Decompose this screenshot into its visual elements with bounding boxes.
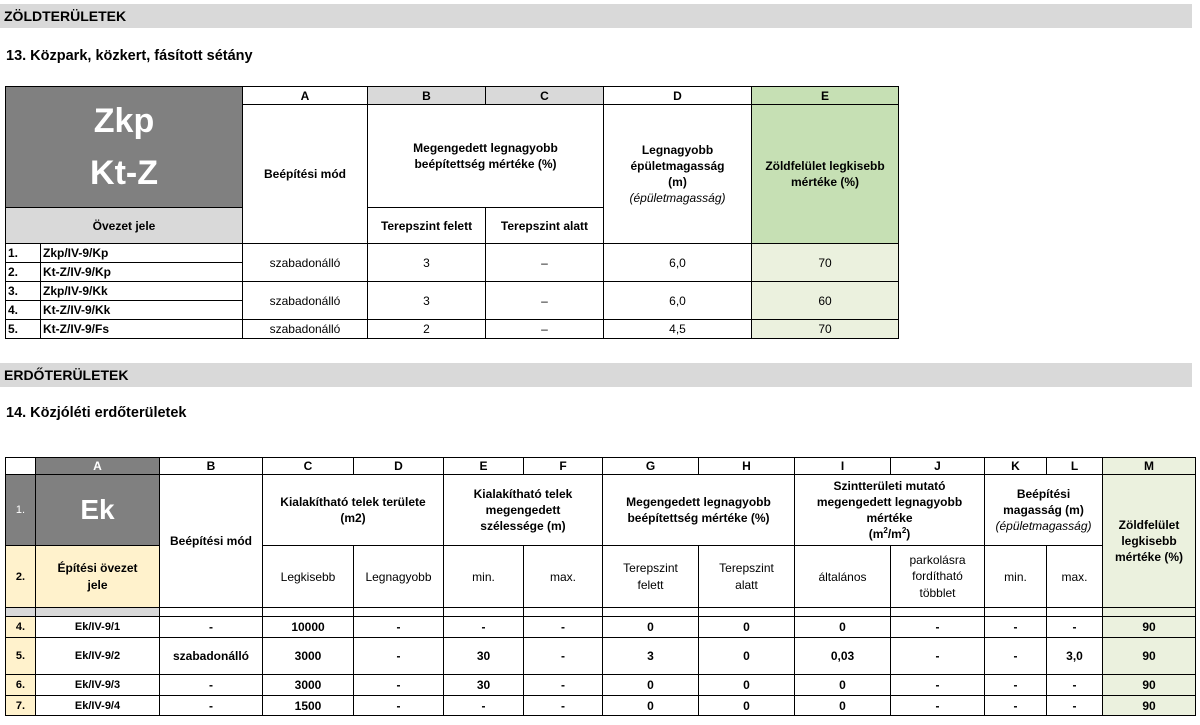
header-plot-area: Kialakítható telek területe (m2) <box>263 475 444 546</box>
col-letter-blank <box>6 458 36 475</box>
table-row <box>6 638 1196 675</box>
header-max-coverage: Megengedett legnagyobb beépítettség mértéke (%) <box>603 475 795 546</box>
cell-height: 6,0 <box>604 244 752 282</box>
section-heading-14: 14. Közjóléti erdőterületek <box>6 405 187 421</box>
cell-mode: - <box>160 617 263 638</box>
zone-code-cell: Zkp/IV-9/Kp <box>41 244 243 263</box>
header-above-ground: Terepszint felett <box>368 208 486 244</box>
header-max-height: max. <box>1047 546 1103 608</box>
header-plot-width: Kialakítható telek megengedett szélessége (m) <box>444 475 603 546</box>
col-letter-b: B <box>368 87 486 105</box>
cell-below: 0 <box>699 696 795 716</box>
cell-min-width: - <box>444 696 524 716</box>
cell-min-area: 3000 <box>263 638 354 675</box>
header-max-height <box>604 105 752 244</box>
cell-max-height: - <box>1047 617 1103 638</box>
cell-above: 0 <box>603 696 699 716</box>
header-parking-extra: parkolásra fordítható többlet <box>891 546 985 608</box>
cell-min-height: - <box>985 696 1047 716</box>
zone-code-cell: Kt-Z/IV-9/Fs <box>41 320 243 339</box>
cell-max-area: - <box>354 638 444 675</box>
col-letter-d: D <box>354 458 444 475</box>
zone-code-cell: Zkp/IV-9/Kk <box>41 282 243 301</box>
table-forest-areas <box>5 457 1196 716</box>
cell-parking: - <box>891 617 985 638</box>
cell-far: 0,03 <box>795 638 891 675</box>
cell-parking: - <box>891 675 985 696</box>
cell-mode: - <box>160 696 263 716</box>
col-letter-a: A <box>243 87 368 105</box>
header-build-height-sub: (épületmagasság) <box>995 519 1092 534</box>
cell-min-width: - <box>444 617 524 638</box>
cell-green: 90 <box>1103 617 1196 638</box>
cell-below: 0 <box>699 617 795 638</box>
header-below-ground: Terepszint alatt <box>486 208 604 244</box>
cell-above: 2 <box>368 320 486 339</box>
cell-below: – <box>486 282 604 320</box>
col-letter-m: M <box>1103 458 1196 475</box>
zone-code-zkp: Zkp <box>93 102 155 140</box>
cell-above: 0 <box>603 617 699 638</box>
header-above-ground: Terepszint felett <box>603 546 699 608</box>
cell-max-area: - <box>354 675 444 696</box>
cell-mode: szabadonálló <box>243 320 368 339</box>
cell-parking: - <box>891 638 985 675</box>
zone-code-cell: Ek/IV-9/1 <box>36 617 160 638</box>
cell-green: 90 <box>1103 675 1196 696</box>
cell-green: 70 <box>752 244 899 282</box>
cell-green: 90 <box>1103 696 1196 716</box>
section-heading-13: 13. Közpark, közkert, fásított sétány <box>6 48 253 64</box>
cell-above: 3 <box>603 638 699 675</box>
cell-min-height: - <box>985 617 1047 638</box>
zone-code-cell: Kt-Z/IV-9/Kp <box>41 263 243 282</box>
cell-max-width: - <box>524 696 603 716</box>
row-num: 4. <box>6 301 41 320</box>
zone-label: Építési övezet jele <box>36 546 160 608</box>
table-row <box>6 617 1196 638</box>
row-num: 5. <box>6 638 36 675</box>
row-num: 2. <box>6 546 36 608</box>
header-below-ground: Terepszint alatt <box>699 546 795 608</box>
header-min-green: Zöldfelület legkisebb mértéke (%) <box>1103 475 1196 608</box>
header-build-height-label: Beépítési magasság (m) <box>1003 486 1084 517</box>
row-num: 6. <box>6 675 36 696</box>
cell-green: 70 <box>752 320 899 339</box>
zone-code-block <box>6 87 243 208</box>
cell-height: 4,5 <box>604 320 752 339</box>
zone-code-ktz: Kt-Z <box>90 154 158 192</box>
zone-code-cell: Ek/IV-9/2 <box>36 638 160 675</box>
cell-above: 3 <box>368 244 486 282</box>
header-construction-mode: Beépítési mód <box>243 105 368 244</box>
cell-min-width: 30 <box>444 638 524 675</box>
cell-mode: - <box>160 675 263 696</box>
zone-code-cell: Ek/IV-9/3 <box>36 675 160 696</box>
cell-max-width: - <box>524 675 603 696</box>
header-max-area: Legnagyobb <box>354 546 444 608</box>
col-letter-e: E <box>752 87 899 105</box>
zone-code-cell: Ek/IV-9/4 <box>36 696 160 716</box>
col-letter-k: K <box>985 458 1047 475</box>
col-letter-c: C <box>486 87 604 105</box>
col-letter-j: J <box>891 458 985 475</box>
cell-min-area: 1500 <box>263 696 354 716</box>
cell-max-area: - <box>354 696 444 716</box>
col-letter-h: H <box>699 458 795 475</box>
col-letter-f: F <box>524 458 603 475</box>
col-letter-i: I <box>795 458 891 475</box>
cell-far: 0 <box>795 675 891 696</box>
cell-max-height: - <box>1047 696 1103 716</box>
col-letter-l: L <box>1047 458 1103 475</box>
cell-mode: szabadonálló <box>243 282 368 320</box>
header-general: általános <box>795 546 891 608</box>
col-letter-a: A <box>36 458 160 475</box>
section-band-green-areas: ZÖLDTERÜLETEK <box>0 4 1192 28</box>
cell-max-width: - <box>524 638 603 675</box>
row-num: 3. <box>6 282 41 301</box>
cell-min-width: 30 <box>444 675 524 696</box>
header-floor-area-ratio-unit: $(m^2/m^2)$ <box>868 526 911 542</box>
cell-above: 3 <box>368 282 486 320</box>
cell-below: 0 <box>699 675 795 696</box>
row-num: 4. <box>6 617 36 638</box>
row-num: 2. <box>6 263 41 282</box>
cell-height: 6,0 <box>604 282 752 320</box>
col-letter-d: D <box>604 87 752 105</box>
zone-label: Övezet jele <box>6 208 243 244</box>
col-letter-e: E <box>444 458 524 475</box>
cell-far: 0 <box>795 617 891 638</box>
cell-mode: szabadonálló <box>243 244 368 282</box>
cell-below: 0 <box>699 638 795 675</box>
table-green-areas <box>5 86 899 339</box>
cell-far: 0 <box>795 696 891 716</box>
header-min-area: Legkisebb <box>263 546 354 608</box>
header-max-coverage: Megengedett legnagyobb beépítettség mértéke (%) <box>368 105 604 208</box>
header-floor-area-ratio-label: Szintterületi mutató megengedett legnagyobb mértéke <box>816 478 963 525</box>
row-num: 1. <box>6 244 41 263</box>
cell-max-height: 3,0 <box>1047 638 1103 675</box>
cell-above: 0 <box>603 675 699 696</box>
cell-max-width: - <box>524 617 603 638</box>
cell-below: – <box>486 244 604 282</box>
header-max-height-label: Legnagyobb épületmagasság (m) <box>630 142 725 189</box>
cell-mode: szabadonálló <box>160 638 263 675</box>
col-letter-c: C <box>263 458 354 475</box>
cell-parking: - <box>891 696 985 716</box>
spacer-row <box>6 608 1196 617</box>
zone-code-ek: Ek <box>36 475 160 546</box>
header-construction-mode: Beépítési mód <box>160 475 263 608</box>
cell-green: 60 <box>752 282 899 320</box>
cell-max-height: - <box>1047 675 1103 696</box>
cell-green: 90 <box>1103 638 1196 675</box>
cell-min-height: - <box>985 638 1047 675</box>
row-num: 5. <box>6 320 41 339</box>
header-min-height: min. <box>985 546 1047 608</box>
row-num: 7. <box>6 696 36 716</box>
cell-below: – <box>486 320 604 339</box>
table-row <box>6 696 1196 716</box>
header-max-width: max. <box>524 546 603 608</box>
cell-max-area: - <box>354 617 444 638</box>
header-floor-area-ratio <box>795 475 985 546</box>
header-min-green: Zöldfelület legkisebb mértéke (%) <box>752 105 899 244</box>
table-row <box>6 675 1196 696</box>
cell-min-area: 3000 <box>263 675 354 696</box>
col-letter-g: G <box>603 458 699 475</box>
cell-min-height: - <box>985 675 1047 696</box>
header-max-height-sub: (épületmagasság) <box>629 191 726 206</box>
col-letter-b: B <box>160 458 263 475</box>
header-build-height <box>985 475 1103 546</box>
zone-code-cell: Kt-Z/IV-9/Kk <box>41 301 243 320</box>
cell-min-area: 10000 <box>263 617 354 638</box>
row-num: 1. <box>6 475 36 546</box>
section-band-forest-areas: ERDŐTERÜLETEK <box>0 363 1192 387</box>
header-min-width: min. <box>444 546 524 608</box>
